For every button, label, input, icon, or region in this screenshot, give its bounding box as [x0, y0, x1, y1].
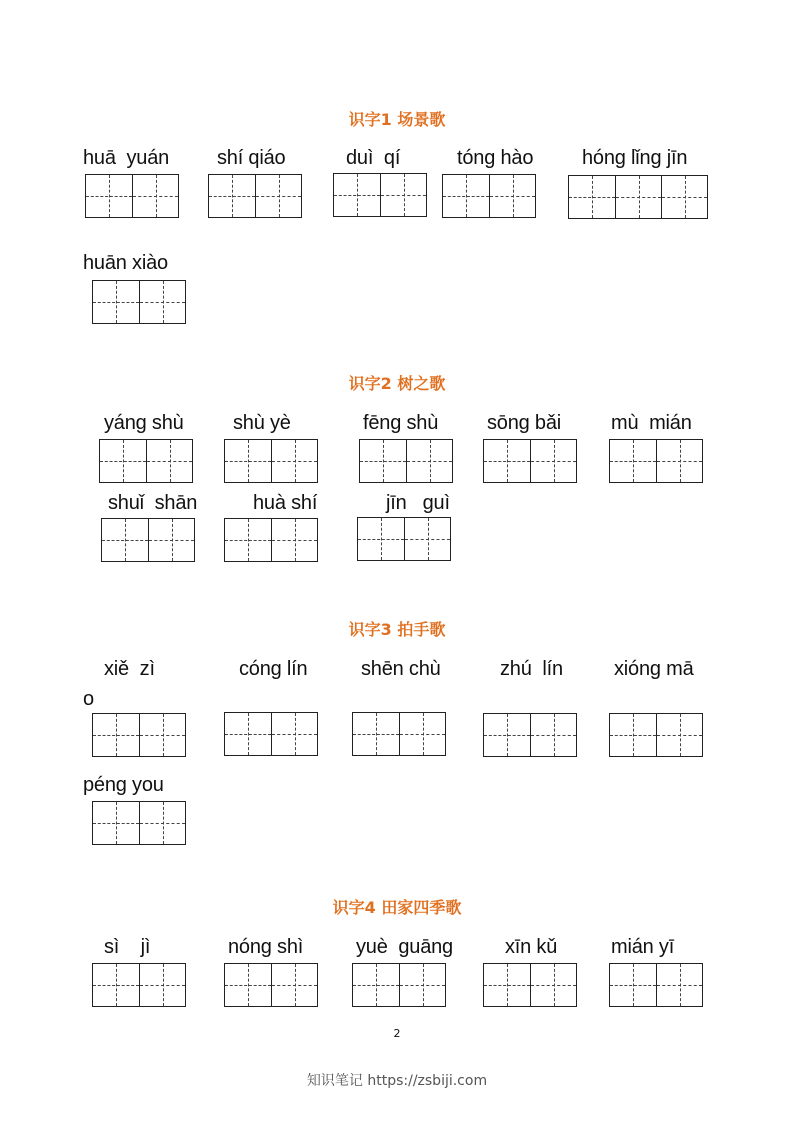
writing-grid[interactable] [208, 174, 302, 218]
grid-cell[interactable] [139, 802, 185, 844]
writing-grid[interactable] [92, 963, 186, 1007]
writing-grid[interactable] [85, 174, 179, 218]
grid-cell[interactable] [360, 440, 406, 482]
grid-cell[interactable] [225, 519, 271, 561]
pinyin-label: xióng mā [614, 658, 694, 680]
grid-cell[interactable] [271, 519, 317, 561]
grid-cell[interactable] [661, 176, 707, 218]
grid-cell[interactable] [484, 440, 530, 482]
section-title: 识字3 拍手歌 [348, 620, 446, 639]
grid-cell[interactable] [102, 519, 148, 561]
writing-grid[interactable] [224, 963, 318, 1007]
grid-cell[interactable] [399, 713, 445, 755]
grid-cell[interactable] [225, 713, 271, 755]
writing-grid[interactable] [609, 713, 703, 757]
grid-cell[interactable] [380, 174, 426, 216]
writing-grid[interactable] [333, 173, 427, 217]
writing-grid[interactable] [101, 518, 195, 562]
pinyin-label: huā yuán [83, 147, 170, 169]
page-number: 2 [393, 1027, 401, 1040]
grid-cell[interactable] [358, 518, 404, 560]
writing-grid[interactable] [609, 963, 703, 1007]
pinyin-label: tóng hào [457, 147, 534, 169]
pinyin-label: shí qiáo [217, 147, 286, 169]
pinyin-label: xiě zì [104, 658, 155, 680]
writing-grid[interactable] [442, 174, 536, 218]
grid-cell[interactable] [93, 802, 139, 844]
writing-grid[interactable] [609, 439, 703, 483]
pinyin-label: shuǐ shān [108, 492, 198, 514]
grid-cell[interactable] [225, 964, 271, 1006]
grid-cell[interactable] [530, 964, 576, 1006]
section-title: 识字2 树之歌 [348, 374, 446, 393]
grid-cell[interactable] [132, 175, 178, 217]
grid-cell[interactable] [406, 440, 452, 482]
writing-grid[interactable] [92, 280, 186, 324]
grid-cell[interactable] [610, 714, 656, 756]
grid-cell[interactable] [610, 964, 656, 1006]
grid-cell[interactable] [530, 714, 576, 756]
writing-grid[interactable] [483, 439, 577, 483]
grid-cell[interactable] [484, 964, 530, 1006]
pinyin-label: yáng shù [104, 412, 184, 434]
pinyin-label: huà shí [253, 492, 318, 514]
grid-cell[interactable] [139, 964, 185, 1006]
writing-grid[interactable] [359, 439, 453, 483]
grid-cell[interactable] [610, 440, 656, 482]
grid-cell[interactable] [225, 440, 271, 482]
grid-cell[interactable] [139, 714, 185, 756]
pinyin-label: sì jì [104, 936, 151, 958]
grid-cell[interactable] [353, 713, 399, 755]
writing-grid[interactable] [224, 518, 318, 562]
writing-grid[interactable] [99, 439, 193, 483]
pinyin-label: fēng shù [363, 412, 439, 434]
grid-cell[interactable] [271, 964, 317, 1006]
grid-cell[interactable] [93, 281, 139, 323]
pinyin-label: o [83, 688, 94, 710]
section-title: 识字4 田家四季歌 [332, 898, 462, 917]
grid-cell[interactable] [100, 440, 146, 482]
pinyin-label: shù yè [233, 412, 291, 434]
grid-cell[interactable] [353, 964, 399, 1006]
grid-cell[interactable] [656, 714, 702, 756]
pinyin-label: jīn guì [386, 492, 450, 514]
pinyin-label: yuè guāng [356, 936, 453, 958]
writing-grid[interactable] [92, 801, 186, 845]
grid-cell[interactable] [530, 440, 576, 482]
grid-cell[interactable] [443, 175, 489, 217]
pinyin-label: péng you [83, 774, 164, 796]
grid-cell[interactable] [148, 519, 194, 561]
writing-grid[interactable] [483, 963, 577, 1007]
grid-cell[interactable] [93, 714, 139, 756]
pinyin-label: nóng shì [228, 936, 304, 958]
grid-cell[interactable] [399, 964, 445, 1006]
writing-grid[interactable] [92, 713, 186, 757]
pinyin-label: xīn kǔ [505, 936, 558, 958]
grid-cell[interactable] [569, 176, 615, 218]
grid-cell[interactable] [484, 714, 530, 756]
grid-cell[interactable] [255, 175, 301, 217]
grid-cell[interactable] [271, 713, 317, 755]
grid-cell[interactable] [656, 440, 702, 482]
section-title: 识字1 场景歌 [348, 110, 446, 129]
pinyin-label: sōng bǎi [487, 412, 562, 434]
grid-cell[interactable] [139, 281, 185, 323]
pinyin-label: shēn chù [361, 658, 441, 680]
grid-cell[interactable] [93, 964, 139, 1006]
writing-grid[interactable] [224, 712, 318, 756]
pinyin-label: huān xiào [83, 252, 168, 274]
pinyin-label: hóng lǐng jīn [582, 147, 688, 169]
grid-cell[interactable] [271, 440, 317, 482]
grid-cell[interactable] [615, 176, 661, 218]
writing-grid[interactable] [483, 713, 577, 757]
grid-cell[interactable] [334, 174, 380, 216]
grid-cell[interactable] [489, 175, 535, 217]
writing-grid[interactable] [352, 712, 446, 756]
grid-cell[interactable] [209, 175, 255, 217]
grid-cell[interactable] [146, 440, 192, 482]
pinyin-label: mù mián [611, 412, 692, 434]
pinyin-label: mián yī [611, 936, 675, 958]
pinyin-label: zhú lín [500, 658, 563, 680]
footer-watermark: 知识笔记 https://zsbiji.com [306, 1073, 488, 1089]
pinyin-label: duì qí [346, 147, 401, 169]
grid-cell[interactable] [656, 964, 702, 1006]
writing-grid[interactable] [357, 517, 451, 561]
writing-grid[interactable] [352, 963, 446, 1007]
writing-grid[interactable] [568, 175, 708, 219]
grid-cell[interactable] [86, 175, 132, 217]
pinyin-label: cóng lín [239, 658, 308, 680]
writing-grid[interactable] [224, 439, 318, 483]
grid-cell[interactable] [404, 518, 450, 560]
